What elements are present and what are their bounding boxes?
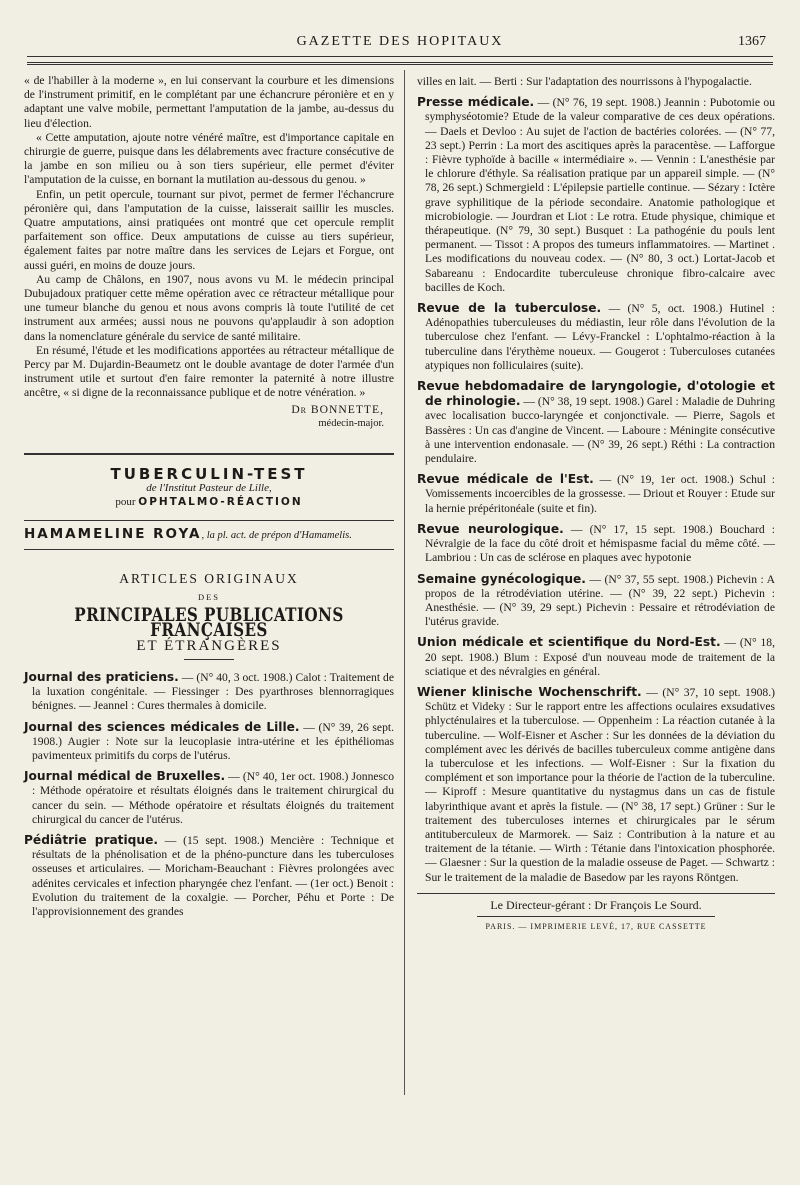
- section-des: DES: [197, 592, 221, 603]
- list-item: [24, 720, 394, 764]
- column-divider: [404, 70, 405, 1095]
- advert-line-prefix: pour: [115, 496, 136, 509]
- paragraph-5: En résumé, l'étude et les modifications apportées au rétracteur métallique de Percy par M. Dujardin-Beaumetz ont le double avantage de doter l'armée d'un instrument utile et surtout d'en faire remonter la paternité à notre illustre ancêtre, « si digne de la reconnaissance publique et de notre vénération. »: [24, 343, 394, 400]
- list-item: [417, 522, 775, 566]
- list-item: [417, 95, 775, 295]
- journal-name: Union médicale et scientifique du Nord-Est.: [417, 635, 721, 650]
- hamameline-desc: , la pl. act. de prépon d'Hamamelis.: [201, 529, 352, 541]
- left-column: [24, 74, 394, 925]
- section-title: ARTICLES ORIGINAUX: [119, 570, 299, 586]
- entry-text: — (N° 18, 20 sept. 1908.) Blum : Exposé d'un nouveau mode de traitement de la sciatique et des névralgies en général.: [425, 636, 775, 678]
- entry-text: — (N° 37, 55 sept. 1908.) Pichevin : A propos de la rétrodéviation utérine. — (N° 39, 22 sept.) Pichevin : Anesthésie. — (N° 39, 29 sept.) Pichevin : Pessaire et rétrodéviation de l'utérus gravide.: [425, 572, 775, 629]
- journal-name: Journal médical de Bruxelles.: [24, 769, 226, 784]
- signature-name: Dr BONNETTE,: [291, 402, 384, 416]
- hamameline-name: HAMAMELINE ROYA: [24, 525, 202, 542]
- entry-text: — (N° 5, oct. 1908.) Hutinel : Adénopathies tuberculeuses du médiastin, leur rôle dans l'évolution de la tuberculose chez l'enfant. — Lévy-Franckel : L'ophtalmo-réaction à la tuberculine dans l'érythème noueux. — Gougerot : Tuberculoses cutanées atypiques non folliculaires (suite).: [425, 302, 775, 372]
- list-item: [417, 472, 775, 516]
- right-column: [417, 74, 775, 934]
- entry-text: — (N° 76, 19 sept. 1908.) Jeannin : Pubotomie ou symphyséotomie? Etude de la valeur comparative de ces deux opérations. — Daels et Devloo : Au sujet de l'action de bactéries colorées. — (N° 77, 23 sept.) Perrin : La mort des ascitiques après la paracentèse. — Lafforgue : Fièvre typhoïde à bacille « intermédiaire ». — Vennin : L'anesthésie par le chlorure d'éthyle. Sa réalisation pratique par un appareil simple. — (N° 78, 26 sept.) Schmergield : L'épilepsie partielle continue. — Sézary : Ictère grave syphilitique de la période secondaire. Anatomie pathologique et microbiologie. — Jourdran et Liot : Le rotra. Etude physique, chimique et thérapeutique. (N° 79, 30 sept.) Busquet : La pathogénie du pouls lent permanent. — Tissot : A propos des tumeurs inflammatoires. — Martinet . Les modifications du nouveau codex. — (N° 80, 3 oct.) Lortat-Jacob et Sabareanu : Endocardite tuberculeuse chronique fibro-calcaire avec bacilles de Koch.: [425, 96, 775, 294]
- list-item: [417, 685, 775, 885]
- advert-rule: [24, 453, 394, 455]
- advert-title: TUBERCULIN-TEST: [110, 465, 308, 484]
- entry-text: — (N° 40, 1er oct. 1908.) Jonnesco : Méthode opératoire et résultats éloignés dans le traitement chirurgical du cancer du sein. — Méthode opératoire et résultats éloignés du traitement chirurgical du cancer de l'utérus.: [32, 770, 394, 826]
- signature: [24, 403, 394, 417]
- footer-rule: [417, 893, 775, 894]
- list-item: [417, 379, 775, 466]
- printer-line: PARIS. — IMPRIMERIE LEVÉ, 17, RUE CASSETTE: [485, 921, 707, 931]
- list-item: [417, 572, 775, 630]
- advert-line-bold: OPHTALMO-RÉACTION: [138, 496, 303, 509]
- entry-text: villes en lait. — Berti : Sur l'adaptation des nourrissons à l'hypogalactie.: [417, 75, 752, 88]
- signature-role: médecin-major.: [318, 417, 384, 429]
- section-main-title: PRINCIPALES PUBLICATIONS FRANÇAISES: [74, 604, 344, 641]
- entry-text: — (15 sept. 1908.) Mencière : Technique et résultats de la phénolisation et de la phéno-puncture dans les tuberculoses osseuses et articulaires. — Moricham-Beauchant : Fièvres prolongées avec adénites cervicales et infection pharyngée chez l'enfant. — (1er oct.) Benoit : Evolution du traitement de la coxalgie. — Porcher, Péhu et Porte : De l'approvisionnement des grandes: [32, 833, 394, 918]
- advert-line: [24, 495, 394, 509]
- advert-subtitle: de l'Institut Pasteur de Lille,: [146, 482, 272, 495]
- list-item: [24, 833, 394, 919]
- list-item: [24, 769, 394, 827]
- entry-text: — (N° 19, 1er oct. 1908.) Schul : Vomissements incoercibles de la grossesse. — Driout et Rouyer : Etude sur la hernie prépéritonéale (suite et fin).: [425, 473, 775, 515]
- director-line: Le Directeur-gérant : Dr François Le Sourd.: [490, 897, 702, 912]
- list-item: [24, 670, 394, 714]
- list-item: [417, 74, 775, 89]
- footer-rule-2: [477, 916, 715, 917]
- left-entry-list: [24, 670, 394, 919]
- paragraph-4: Au camp de Châlons, en 1907, nous avons vu M. le médecin principal Dubujadoux pratiquer cette même opération avec ce rétracteur métallique pour une tumeur blanche du genou et nous avons compris là toute l'utilité de cet instrument aux armées; aussi nous ne pouvons qu'applaudir à son adoption dans la nomenclature générale du service de santé militaire.: [24, 272, 394, 343]
- journal-name: Revue de la tuberculose.: [417, 301, 602, 316]
- section-subtitle: ET ÉTRANGÈRES: [136, 637, 282, 654]
- paragraph-3: Enfin, un petit opercule, tournant sur pivot, permet de fermer l'échancrure péronière qui, dans l'amputation de la cuisse, laisserait saillir les muscles. Quatre amputations, ainsi pratiquées ont montré que cet opercule remplit parfaitement son office. Deux amputations de cuisse au tiers supérieur, également faites par notre maître dans les services de Lejars et Forgue, ont aussi guéri, en moins de douze jours.: [24, 187, 394, 272]
- page-number: 1367: [738, 34, 766, 49]
- journal-name: Semaine gynécologique.: [417, 571, 586, 586]
- running-title: GAZETTE DES HOPITAUX: [296, 34, 504, 49]
- paragraph-2: « Cette amputation, ajoute notre vénéré maître, est d'importance capitale en chirurgie de guerre, puisque dans les délabrements avec fracture consécutive de la jambe en son milieu ou à son tiers supérieur, elle permet d'éviter l'amputation de la cuisse, en bornant la mutilation au-dessous du genou. »: [24, 130, 394, 187]
- entry-text: — (N° 17, 15 sept. 1908.) Bouchard : Névralgie de la face du côté droit et hémispasme facial du même côté. — Lambriou : Un cas de sclérose en plaques avec hypotonie: [425, 522, 775, 565]
- journal-name: Journal des praticiens.: [24, 669, 179, 684]
- list-item: [417, 301, 775, 373]
- journal-name: Presse médicale.: [417, 95, 535, 110]
- advertisement: [24, 453, 394, 550]
- entry-text: — (N° 40, 3 oct. 1908.) Calot : Traitement de la luxation congénitale. — Fiessinger : Des pyarthroses blennorragiques bénignes. — Jeannel : Cures thermales à domicile.: [32, 670, 394, 713]
- entry-text: — (N° 39, 26 sept. 1908.) Augier : Note sur la leucoplasie intra-utérine et les épithéliomas pavimenteux primitifs du corps de l'utérus.: [32, 720, 394, 762]
- journal-name: Revue hebdomadaire de laryngologie, d'otologie et de rhinologie.: [417, 379, 775, 409]
- header-rule: [27, 56, 773, 57]
- header-double-rule: [27, 62, 773, 65]
- section-rule: [184, 659, 234, 660]
- entry-text: — (N° 38, 19 sept. 1908.) Garel : Maladie de Duhring avec localisation bucco-laryngée et conjonctivale. — Pierre, Sagols et Bassères : Un cas d'angine de Vincent. — Laboure : Méningite consécutive à une intervention endonasale. — (N° 39, 26 sept.) Réthi : La contraction pendulaire.: [425, 395, 775, 466]
- entry-text: — (N° 37, 10 sept. 1908.) Schütz et Videky : Sur le rapport entre les affections oculaires exsudatives phlycténulaires et la tuberculose. — Oppenheim : La réaction cutanée à la tuberculine. — Wolf-Eisner et Ascher : Sur les données de la déviation du complément avec les dérivés de bacilles tuberculeux comme antigène dans la tuberculose et les infections. — Wolf-Eisner : Sur la fixation du complément et son importance pour la théorie de l'action de la tuberculine. — Kiproff : Mesure quantitative du nystagmus dans un cas de fistule labyrinthique avant et après la fistule. — (N° 38, 17 sept.) Grüner : Sur le traitement des tuberculoses internes et chirurgicales par le sérum antituberculeux de Marmorek. — Saiz : Contribution à la nature et au traitement de la tétanie. — Wirth : Tétanie dans l'intoxication phosphorée. — Glaesner : Sur la question de la maladie osseuse de Paget. — Schwartz : Sur le traitement de la maladie de Basedow par les rayons Röntgen.: [425, 685, 775, 884]
- journal-name: Wiener klinische Wochenschrift.: [417, 684, 642, 699]
- journal-name: Revue médicale de l'Est.: [417, 472, 594, 487]
- section-header: [24, 572, 394, 660]
- journal-name: Revue neurologique.: [417, 521, 564, 536]
- list-item: [417, 635, 775, 679]
- journal-name: Journal des sciences médicales de Lille.: [24, 719, 300, 734]
- paragraph-1: « de l'habiller à la moderne », en lui conservant la courbure et les dimensions de l'instrument primitif, en le complétant par une échancrure péronière et en y adaptant une valve mobile, permettant l'amputation de la jambe, au-dessus du lieu d'élection.: [24, 74, 394, 130]
- journal-name: Pédiâtrie pratique.: [24, 832, 158, 847]
- hamameline-advert: [24, 520, 394, 550]
